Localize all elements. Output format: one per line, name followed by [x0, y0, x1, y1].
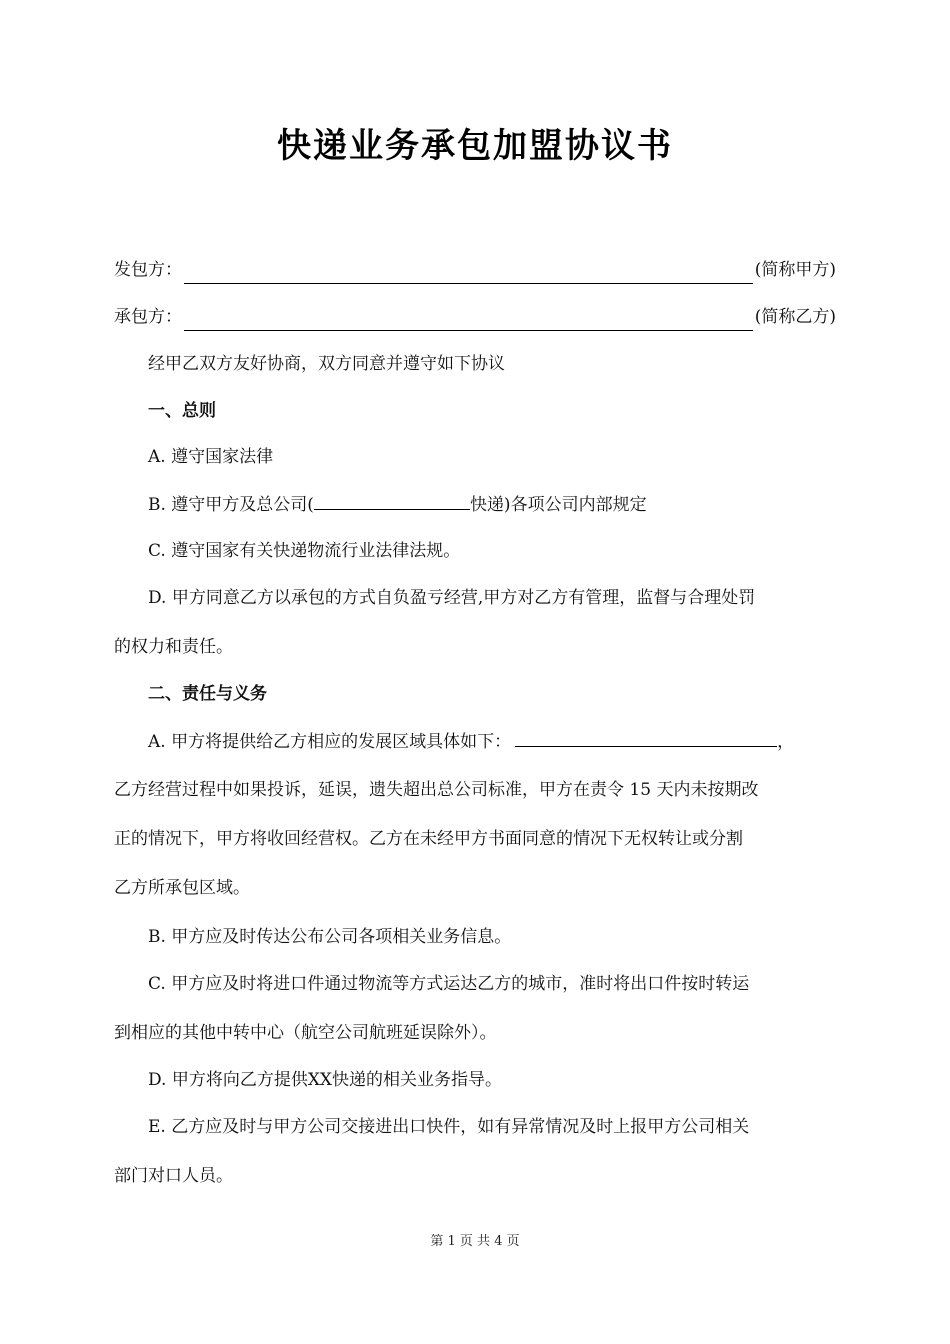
section2-item-a-line2: 乙方经营过程中如果投诉，延误，遗失超出总公司标准，甲方在责令 15 天内未按期改 [114, 780, 759, 800]
region-blank[interactable] [515, 727, 777, 747]
section2-item-c-line1: C. 甲方应及时将进口件通过物流等方式运达乙方的城市，准时将出口件按时转运 [148, 974, 750, 994]
section1-item-c: C. 遵守国家有关快递物流行业法律法规。 [148, 541, 461, 561]
company-name-blank[interactable] [314, 490, 470, 510]
section2-item-a-line1 [148, 727, 836, 755]
section2-item-c-line2: 到相应的其他中转中心（航空公司航班延误除外）。 [114, 1023, 497, 1043]
section2-item-e-line1: E. 乙方应及时与甲方公司交接进出口快件，如有异常情况及时上报甲方公司相关 [148, 1117, 750, 1137]
page-number: 第 1 页 共 4 页 [430, 1234, 520, 1249]
section2-item-a-suffix: ， [777, 732, 795, 752]
party-b-blank[interactable] [184, 310, 753, 331]
section2-item-a-line3: 正的情况下，甲方将收回经营权。乙方在未经甲方书面同意的情况下无权转让或分割 [114, 829, 743, 849]
party-b-row [114, 303, 836, 331]
section1-item-d-line2: 的权力和责任。 [114, 637, 233, 657]
section1-heading: 一、总则 [148, 401, 216, 421]
party-b-label: 承包方： [114, 307, 182, 327]
section2-item-a-prefix: A. 甲方将提供给乙方相应的发展区域具体如下： [148, 732, 512, 752]
party-a-row [114, 256, 836, 284]
party-a-suffix: (简称甲方) [754, 260, 836, 280]
document-title: 快递业务承包加盟协议书 [277, 126, 673, 166]
section2-item-e-line2: 部门对口人员。 [114, 1166, 233, 1186]
intro-text: 经甲乙双方友好协商，双方同意并遵守如下协议 [148, 354, 505, 374]
section2-item-a-line4: 乙方所承包区域。 [114, 878, 250, 898]
section1-item-a: A. 遵守国家法律 [148, 447, 274, 467]
party-b-suffix: (简称乙方) [754, 307, 836, 327]
section1-item-b-suffix: 快递)各项公司内部规定 [469, 495, 647, 515]
section2-item-b: B. 甲方应及时传达公布公司各项相关业务信息。 [148, 927, 512, 947]
section1-item-b [148, 490, 836, 518]
party-a-label: 发包方： [114, 260, 182, 280]
section2-item-d: D. 甲方将向乙方提供XX快递的相关业务指导。 [148, 1070, 503, 1090]
section1-item-b-prefix: B. 遵守甲方及总公司( [148, 495, 314, 515]
section1-item-d-line1: D. 甲方同意乙方以承包的方式自负盈亏经营,甲方对乙方有管理，监督与合理处罚 [148, 588, 756, 608]
section2-heading: 二、责任与义务 [148, 684, 267, 704]
party-a-blank[interactable] [184, 263, 753, 284]
